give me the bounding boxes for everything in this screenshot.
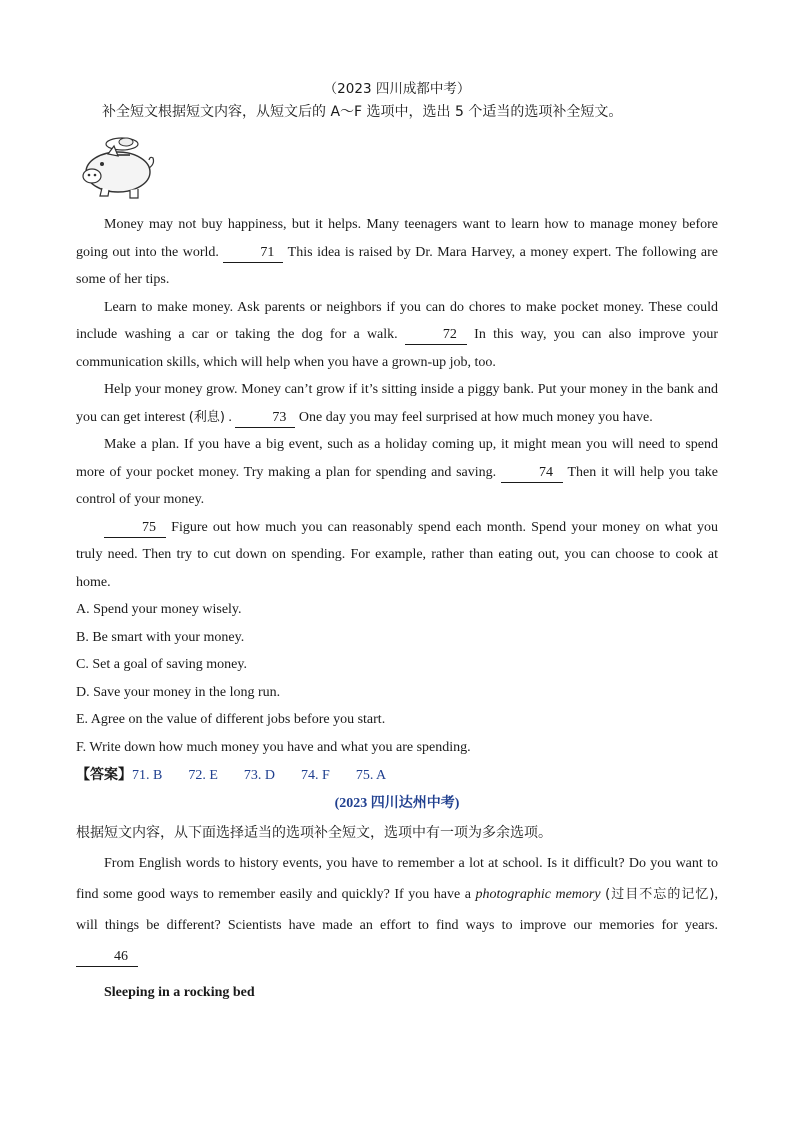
- piggy-bank-icon: [76, 124, 718, 211]
- paragraph-text: In this way, you can also improve your communication skills, which will help when you have a grown-up job, too.: [76, 327, 719, 370]
- title-part: (2023: [334, 796, 371, 812]
- blank-73[interactable]: 73: [235, 409, 295, 428]
- paragraph-text: .: [228, 409, 232, 425]
- chinese-gloss: (过目不忘的记忆): [605, 887, 715, 903]
- blank-46[interactable]: 46: [76, 948, 138, 967]
- answer-label: 【答案】: [76, 766, 132, 783]
- paragraph-text: Figure out how much you can reasonably spend each month. Spend your money on what you truly need. Then try to cut down on spending. For example, rather than eating out, you can choose to cook at home.: [76, 519, 718, 590]
- paragraph-75: [76, 514, 718, 597]
- option-b: B. Be smart with your money.: [76, 629, 245, 645]
- paragraph-text: Make a plan. If you have a big event, such as a holiday coming up, it might mean you will need to spend more of your pocket money. Try making a plan for spending and saving.: [76, 437, 718, 480]
- paragraph-text: , will things be different? Scientists have made an effort to find ways to improve our memories for years.: [76, 887, 719, 934]
- answer-73: 73. D: [243, 767, 276, 783]
- document-page: [76, 70, 718, 1008]
- paragraph-46: [76, 848, 718, 972]
- paragraph-text: Learn to make money. Ask parents or neighbors if you can do chores to make pocket money. These could include washing a car or taking the dog for a walk.: [76, 299, 718, 342]
- answer-75: 75. A: [355, 767, 387, 783]
- answer-72: 72. E: [188, 767, 218, 783]
- title-part: 四川达州中考: [370, 795, 455, 812]
- answer-71: 71. B: [132, 767, 163, 783]
- option-c: C. Set a goal of saving money.: [76, 657, 247, 673]
- paragraph-text: One day you may feel surprised at how much money you have.: [298, 409, 653, 425]
- chinese-gloss: (利息): [188, 409, 225, 425]
- paragraph-text: From English words to history events, you have to remember a lot at school. Is it difficult? Do you want to find some good ways to remember easily and quickly? If you have a: [76, 856, 718, 903]
- answer-line: [76, 762, 718, 790]
- paragraph-73: [76, 376, 718, 431]
- blank-71[interactable]: 71: [223, 244, 283, 263]
- blank-75[interactable]: 75: [104, 519, 166, 538]
- paragraph-text: Help your money grow. Money can’t grow if it’s sitting inside a piggy bank. Put your money in the bank and you can get interest: [76, 382, 718, 425]
- paragraph-text: This idea is raised by Dr. Mara Harvey, a money expert. The following are some of her tips.: [76, 244, 718, 287]
- answer-74: 74. F: [301, 767, 330, 783]
- blank-74[interactable]: 74: [501, 464, 563, 483]
- section1-instruction: 补全短文根据短文内容，从短文后的 A～F 选项中，选出 5 个适当的选项补全短文。: [102, 104, 623, 120]
- option-a: A. Spend your money wisely.: [76, 602, 242, 617]
- option-d: D. Save your money in the long run.: [76, 684, 281, 700]
- paragraph-72: [76, 294, 718, 377]
- italic-term: photographic memory: [475, 887, 601, 903]
- paragraph-text: Then it will help you take control of your money.: [76, 464, 719, 507]
- section1-title: （2023 四川成都中考）: [323, 81, 471, 97]
- section2-instruction: 根据短文内容，从下面选择适当的选项补全短文，选项中有一项为多余选项。: [76, 825, 552, 842]
- paragraph-74: [76, 431, 718, 514]
- blank-72[interactable]: 72: [405, 326, 467, 345]
- options-list: [76, 596, 718, 762]
- option-e: E. Agree on the value of different jobs before you start.: [76, 712, 386, 728]
- paragraph-text: Money may not buy happiness, but it helps. Many teenagers want to learn how to manage money before going out into the world.: [76, 217, 718, 260]
- title-part: ): [454, 796, 460, 812]
- section2-title: [76, 789, 718, 818]
- subheading: Sleeping in a rocking bed: [104, 985, 255, 1001]
- option-f: F. Write down how much money you have and what you are spending.: [76, 739, 471, 755]
- paragraph-71: [76, 211, 718, 294]
